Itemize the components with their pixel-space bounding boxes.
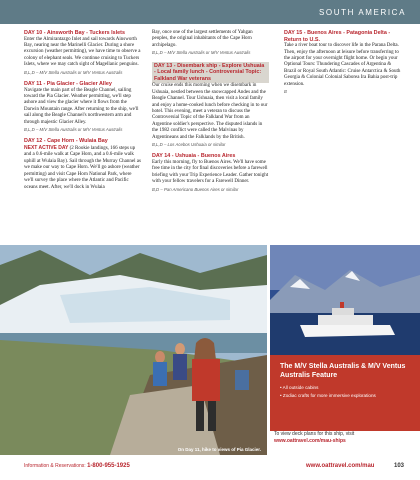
day-15-heading: DAY 15 - Buenos Aires - Patagonia Delta - Return to U.S. <box>284 30 391 43</box>
deck-plan-text: To view deck plans for this ship, visit <box>274 431 355 437</box>
active-day-flag: NEXT ACTIVE DAY <box>24 145 69 152</box>
glacier-hike-photo <box>0 245 267 455</box>
photo-caption: On Day 11, hike to views of Pia Glacier. <box>177 447 261 452</box>
day-15-text: Take a river boat tour to discover life in the Parana Delta. Then, enjoy the afternoon at leisure before transferring to the airport for your overnight flight home. Or begin your Optional Tours: Thundering Cascades of Argentina & Brazil or Royal South Atlantic: Cruise Antarctica & South Georgia & Colonial Colonial Saborea Ira Bahia post-trip extension. <box>284 43 401 87</box>
day-12-heading: DAY 12 - Cape Horn - Wulaia Bay <box>24 138 108 145</box>
ship-photo <box>270 245 420 355</box>
ship-feature-list <box>270 384 420 400</box>
day-10-text: Enter the Almirantazgo Inlet and sail towards Ainsworth Bay, nearing near the Marinelli Glacier. During a shore excursion (weather permitting), we have time to observe a colony of elephant seals. We continue cruising to Tuckers Islets, where we may catch sight of Magellanic penguins. <box>24 36 141 68</box>
day-12-continued-text: Bay, once one of the largest settlements of Yahgan peoples, the original inhabitants of the Cape Horn archipelago. <box>152 30 253 48</box>
glacier-hike-illustration <box>0 245 267 455</box>
day-12-text <box>24 145 141 191</box>
day-13-text: Our cruise ends this morning when we disembark in Ushuaia, nestled between the snowcapped Andes and the Beagle Channel. Tour Ushuaia, then visit a local family and enjoy a home-cooked lunch before checking in to our hotel. This evening, meet a veteran to discuss the Controversial Topic of the Falkland War from an Argentine soldier's perspective. The disputed islands in the 1982 conflict were called the Malvinas by Argentineans and the Falklands by the British. <box>152 83 268 140</box>
page-number: 103 <box>394 463 405 469</box>
day-12-meals: B,L,D – M/V Stella Australis or M/V Ventus Australis <box>152 50 251 56</box>
day-11-text: Navigate the main part of the Beagle Channel, sailing toward the Pia Glacier. Weather permitting, we'll step ashore and view the glacier where it flows from the Darwin Mountain range. After returning to the ship, we'll sail along the Beagle Channel's northwestern arm and through majestic Glacier Alley. <box>24 87 139 125</box>
reservations-contact <box>24 463 130 469</box>
day-10-meals: B,L,D – M/V Stella Australis or M/V Ventus Australis <box>24 69 123 75</box>
website-link[interactable]: www.oattravel.com/mau <box>306 463 375 469</box>
deck-plan-link[interactable]: www.oattravel.com/mau-ships <box>274 437 346 444</box>
itinerary-column-1 <box>24 30 141 192</box>
day-11-heading: DAY 11 - Pia Glacier - Glacier Alley <box>24 81 112 88</box>
ship-feature-item: • Zodiac crafts for more immersive explorations <box>280 392 410 400</box>
day-14-meals: B,D – Pan Americano Buenos Aires or similar <box>152 186 239 192</box>
day-15-meals: B <box>284 89 287 95</box>
deck-plan-note <box>274 431 416 453</box>
region-label: SOUTH AMERICA <box>318 8 406 17</box>
cruise-ship-illustration <box>270 245 420 355</box>
day-11-meals: B,L,D – M/V Stella Australis or M/V Ventus Australis <box>24 127 123 133</box>
ship-feature-box <box>270 355 420 431</box>
day-13-meals: B,L,D – Los Acebos Ushuaia or similar <box>152 142 226 148</box>
itinerary-column-2 <box>152 30 269 198</box>
ship-feature-item: • All outside cabins <box>280 384 410 392</box>
day-14-text: Early this morning, fly to Buenos Aires. We'll have some free time in the city for final discoveries before a farewell briefing with your Trip Experience Leader. Gather tonight with your fellow travelers for a Farewell Dinner. <box>152 160 269 185</box>
itinerary-column-3 <box>284 30 401 100</box>
day-14-heading: DAY 14 - Ushuaia - Buenos Aires <box>152 153 236 160</box>
reservations-label: Information & Reservations: <box>24 463 86 469</box>
day-10-heading: DAY 10 - Ainsworth Bay - Tuckers Islets <box>24 30 125 36</box>
region-banner <box>0 0 420 24</box>
day-13-heading: DAY 13 - Disembark ship - Explore Ushuaia - Local family lunch - Controversial Topic: Falkland War veterans <box>152 62 269 84</box>
day-12-body: (2 Rookie landings, 166 steps up and a 0.6-mile walk at Cape Horn, and a 0.6-mile walk uphill at Wulaia Bay). Sail through the Murray Channel as we make our way to Cape Horn. We'll go ashore (weather permitting) and visit Cape Horn National Park, where we'll survey the place where the Atlantic and Pacific oceans meet. After, we'll dock in Wulaia <box>24 146 141 190</box>
reservations-phone[interactable]: 1-800-955-1925 <box>87 463 130 469</box>
page-footer <box>0 457 420 480</box>
ship-feature-title: The M/V Stella Australis & M/V Ventus Australis Feature <box>280 363 406 379</box>
